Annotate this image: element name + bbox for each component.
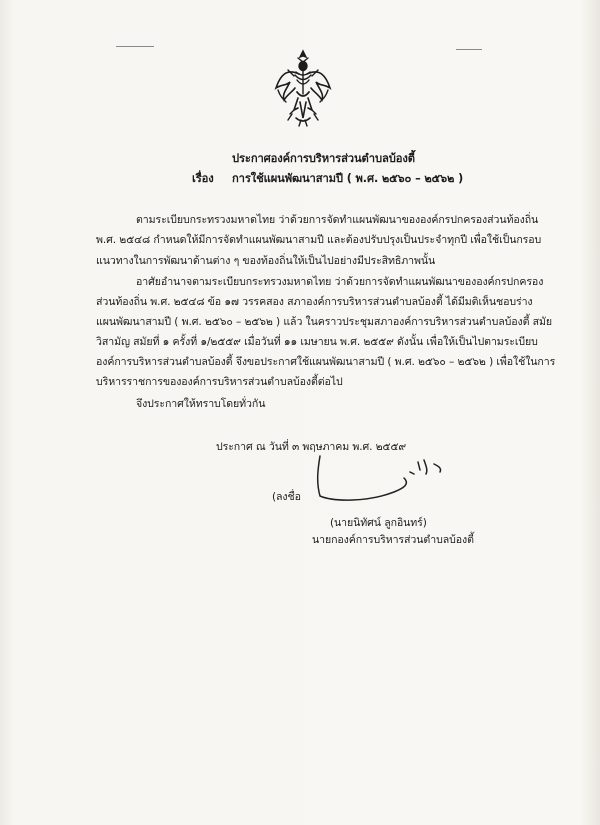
paragraph-1-line: แนวทางในการพัฒนาด้านต่าง ๆ ของท้องถิ่นให้เป็นไปอย่างมีประสิทธิภาพนั้น	[96, 255, 436, 267]
paragraph-2-line: แผนพัฒนาสามปี ( พ.ศ. ๒๕๖๐ – ๒๕๖๒ ) แล้ว ในคราวประชุมสภาองค์การบริหารส่วนตำบลบ้องตี้ สมัย	[96, 316, 552, 328]
scan-mark	[116, 46, 154, 47]
paragraph-1-line: ตามระเบียบกระทรวงมหาดไทย ว่าด้วยการจัดทำแผนพัฒนาขององค์กรปกครองส่วนท้องถิ่น	[136, 214, 539, 226]
paragraph-2-line: บริหารราชการขององค์การบริหารส่วนตำบลบ้องตี้ต่อไป	[96, 376, 343, 388]
subject-label: เรื่อง	[192, 172, 214, 185]
paragraph-2-line: วิสามัญ สมัยที่ ๑ ครั้งที่ ๑/๒๕๕๙ เมื่อวันที่ ๑๑ เมษายน พ.ศ. ๒๕๕๙ ดังนั้น เพื่อให้เป็นไปตามระเบียบ	[96, 336, 538, 348]
subject-text: การใช้แผนพัฒนาสามปี ( พ.ศ. ๒๕๖๐ – ๒๕๖๒ )	[232, 172, 464, 185]
handwritten-signature	[308, 452, 448, 512]
signer-name: (นายนิทัศน์ ลูกอินทร์)	[330, 517, 427, 529]
scan-mark	[456, 49, 482, 50]
paragraph-2-line: อาศัยอำนาจตามระเบียบกระทรวงมหาดไทย ว่าด้วยการจัดทำแผนพัฒนาขององค์กรปกครอง	[136, 276, 544, 288]
garuda-emblem-icon	[272, 48, 334, 128]
date-line: ประกาศ ณ วันที่ ๓ พฤษภาคม พ.ศ. ๒๕๕๙	[216, 441, 407, 453]
paragraph-2-line: องค์การบริหารส่วนตำบลบ้องตี้ จึงขอประกาศใช้แผนพัฒนาสามปี ( พ.ศ. ๒๕๖๐ – ๒๕๖๒ ) เพื่อใช้ในการ	[96, 356, 556, 368]
signature-label: (ลงชื่อ	[272, 491, 301, 503]
signer-position: นายกองค์การบริหารส่วนตำบลบ้องตี้	[312, 534, 474, 546]
closing-line: จึงประกาศให้ทราบโดยทั่วกัน	[136, 398, 266, 410]
announcement-title: ประกาศองค์การบริหารส่วนตำบลบ้องตี้	[232, 152, 415, 165]
paragraph-2-line: ส่วนท้องถิ่น พ.ศ. ๒๕๔๘ ข้อ ๑๗ วรรคสอง สภาองค์การบริหารส่วนตำบลบ้องตี้ ได้มีมติเห็นชอบร่าง	[96, 296, 533, 308]
paragraph-1-line: พ.ศ. ๒๕๔๘ กำหนดให้มีการจัดทำแผนพัฒนาสามปี และต้องปรับปรุงเป็นประจำทุกปี เพื่อใช้เป็นกรอบ	[96, 234, 542, 246]
